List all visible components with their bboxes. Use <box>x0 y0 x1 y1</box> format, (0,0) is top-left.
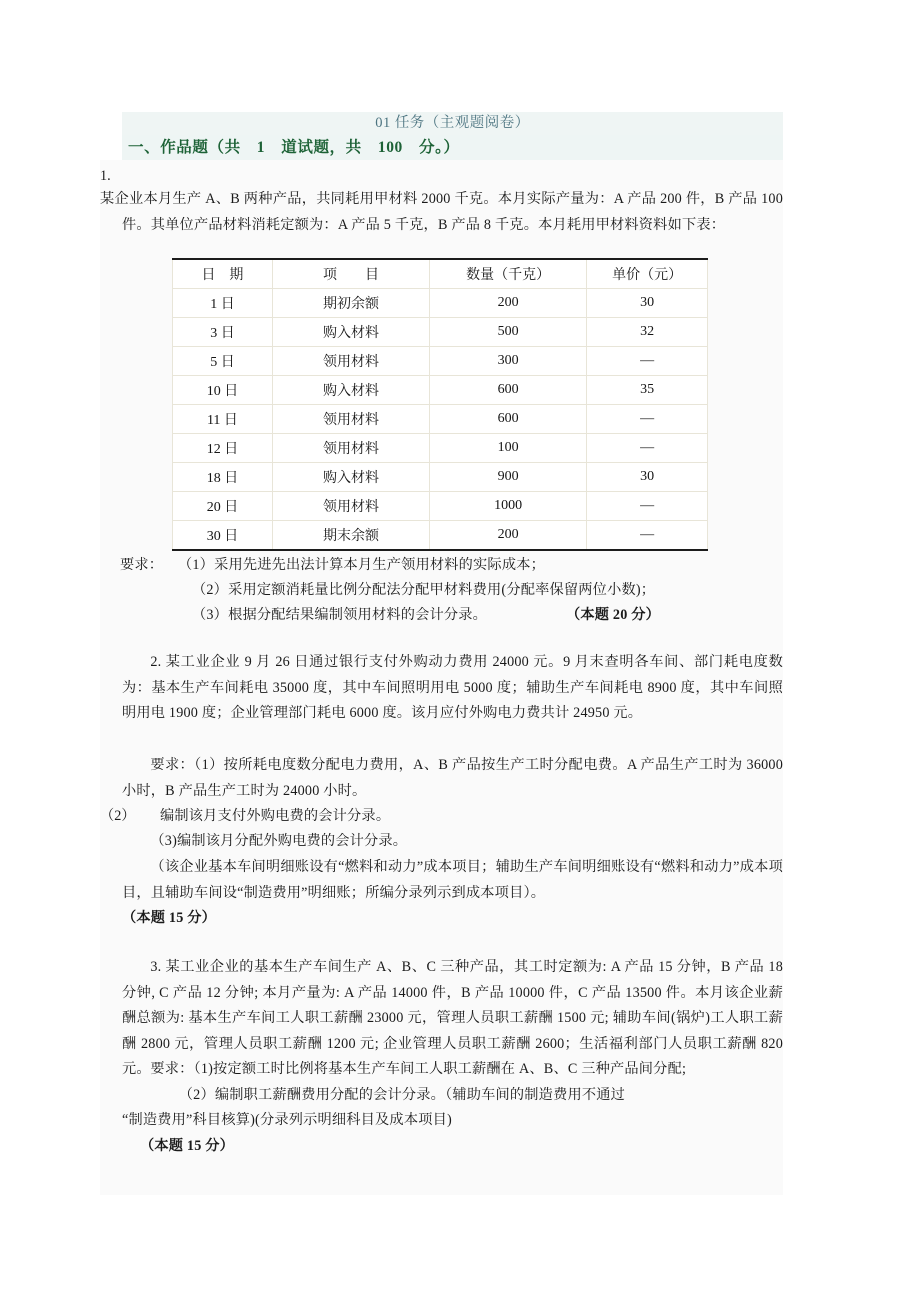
question-1-req-2: （2）采用定额消耗量比例分配法分配甲材料费用(分配率保留两位小数)； <box>192 582 656 598</box>
cell-item: 领用材料 <box>272 492 429 521</box>
cell-date: 3 日 <box>173 318 273 347</box>
cell-price: 30 <box>587 463 708 492</box>
cell-price: 35 <box>587 376 708 405</box>
question-2-req-2: 编制该月支付外购电费的会计分录。 <box>160 808 391 824</box>
cell-quantity: 500 <box>430 318 587 347</box>
cell-item: 领用材料 <box>272 347 429 376</box>
cell-price: — <box>587 347 708 376</box>
table-header-row <box>173 259 708 289</box>
cell-item: 购入材料 <box>272 318 429 347</box>
cell-quantity: 300 <box>430 347 587 376</box>
table-header-price: 单价（元） <box>587 259 708 289</box>
cell-date: 10 日 <box>173 376 273 405</box>
cell-price: — <box>587 492 708 521</box>
cell-quantity: 200 <box>430 289 587 318</box>
table-row <box>173 492 708 521</box>
cell-item: 领用材料 <box>272 434 429 463</box>
cell-date: 30 日 <box>173 521 273 551</box>
cell-price: — <box>587 434 708 463</box>
cell-item: 购入材料 <box>272 463 429 492</box>
cell-date: 18 日 <box>173 463 273 492</box>
cell-price: — <box>587 405 708 434</box>
question-2-req-1: 要求：（1）按所耗电度数分配电力费用，A、B 产品按生产工时分配电费。A 产品生产工时为 36000 小时，B 产品生产工时为 24000 小时。 <box>122 757 783 799</box>
table-row <box>173 405 708 434</box>
cell-date: 1 日 <box>173 289 273 318</box>
cell-quantity: 1000 <box>430 492 587 521</box>
question-3-req-1: 要求：（1)按定额工时比例将基本生产车间工人职工薪酬在 A、B、C 三种产品间分配; <box>150 1061 687 1077</box>
table-row <box>173 289 708 318</box>
table-row <box>173 376 708 405</box>
question-1-req-3: （3）根据分配结果编制领用材料的会计分录。 <box>192 607 488 623</box>
table-header-quantity: 数量（千克） <box>430 259 587 289</box>
cell-item: 期初余额 <box>272 289 429 318</box>
question-1-req-1: （1）采用先进先出法计算本月生产领用材料的实际成本； <box>178 557 545 573</box>
cell-item: 领用材料 <box>272 405 429 434</box>
cell-quantity: 200 <box>430 521 587 551</box>
table-row <box>173 521 708 551</box>
cell-item: 购入材料 <box>272 376 429 405</box>
cell-quantity: 100 <box>430 434 587 463</box>
cell-price: 32 <box>587 318 708 347</box>
question-2-stem: 2. 某工业企业 9 月 26 日通过银行支付外购动力费用 24000 元。9 月末查明各车间、部门耗电度数为：基本生产车间耗电 35000 度，其中车间照明用电 5000 度；辅助生产车间耗电 8900 度，其中车间照明用电 1900 度；企业管理部门耗电 6000 度。该月应付外购电力费共计 24950 元。 <box>122 654 783 721</box>
question-1-requirement-label: 要求： <box>120 557 164 573</box>
cell-date: 11 日 <box>173 405 273 434</box>
cell-date: 20 日 <box>173 492 273 521</box>
question-2-note: （该企业基本车间明细账设有“燃料和动力”成本项目；辅助生产车间明细账设有“燃料和动力”成本项目，且辅助车间设“制造费用”明细账；所编分录列示到成本项目）。 <box>122 859 783 901</box>
table-row <box>173 434 708 463</box>
question-3-score: （本题 15 分） <box>140 1138 235 1154</box>
question-3-req-2-cont: “制造费用”科目核算)(分录列示明细科目及成本项目) <box>122 1112 452 1128</box>
section-heading: 一、作品题（共 1 道试题，共 100 分。） <box>128 139 460 156</box>
table-header-date: 日 期 <box>173 259 273 289</box>
question-2-score: （本题 15 分） <box>122 910 217 926</box>
question-2-req-2-marker: （2） <box>100 808 136 824</box>
stray-list-marker: 1. <box>100 168 111 184</box>
cell-quantity: 600 <box>430 376 587 405</box>
question-3-stem: 3. 某工业企业的基本生产车间生产 A、B、C 三种产品，其工时定额为: A 产品 15 分钟，B 产品 18 分钟, C 产品 12 分钟; 本月产量为: A 产品 14000 件，B 产品 10000 件，C 产品 13500 件。本月该企业薪酬总额为: 基本生产车间工人职工薪酬 23000 元，管理人员职工薪酬 1500 元; 辅助车间(锅炉)工人职工薪酬 2800 元，管理人员职工薪酬 1200 元; 企业管理人员职工薪酬 2600；生活福利部门人员职工薪酬 820 元。 <box>122 959 783 1077</box>
material-usage-table <box>172 258 708 551</box>
document-title: 01 任务（主观题阅卷） <box>375 115 530 131</box>
cell-price: — <box>587 521 708 551</box>
table-header-item: 项 目 <box>272 259 429 289</box>
question-2-req-3: （3)编制该月分配外购电费的会计分录。 <box>150 833 408 849</box>
question-3-req-2: （2）编制职工薪酬费用分配的会计分录。（辅助车间的制造费用不通过 <box>178 1087 626 1103</box>
table-row <box>173 347 708 376</box>
cell-quantity: 900 <box>430 463 587 492</box>
cell-price: 30 <box>587 289 708 318</box>
table-row <box>173 318 708 347</box>
table-row <box>173 463 708 492</box>
question-1-stem: 某企业本月生产 A、B 两种产品，共同耗用甲材料 2000 千克。本月实际产量为：A 产品 200 件，B 产品 100 件。其单位产品材料消耗定额为：A 产品 5 千克，B 产品 8 千克。本月耗用甲材料资料如下表： <box>100 191 783 233</box>
cell-quantity: 600 <box>430 405 587 434</box>
cell-date: 5 日 <box>173 347 273 376</box>
cell-item: 期末余额 <box>272 521 429 551</box>
question-1-score: （本题 20 分） <box>566 607 661 623</box>
cell-date: 12 日 <box>173 434 273 463</box>
